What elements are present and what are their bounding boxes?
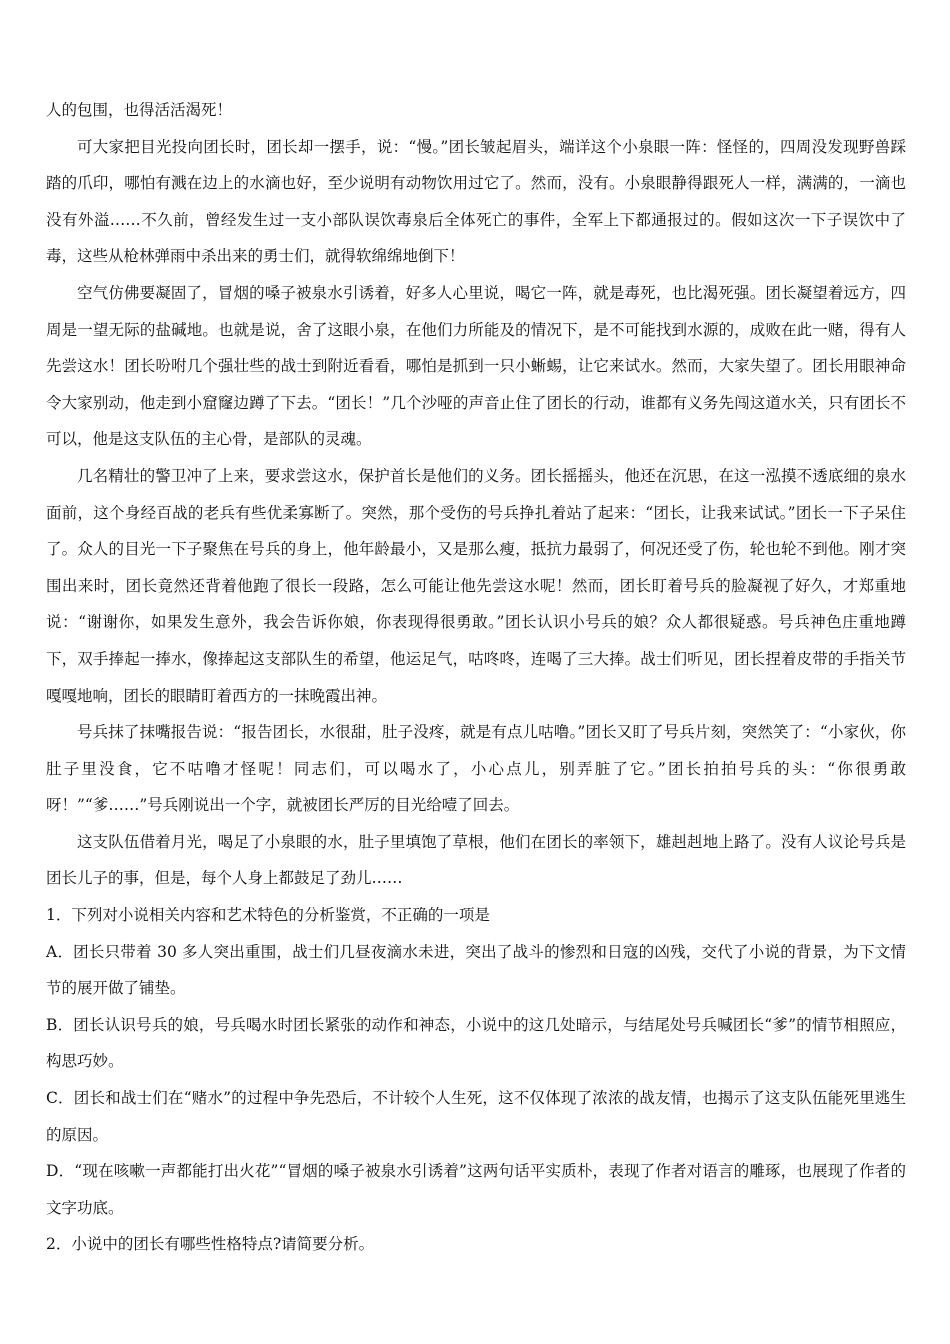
story-paragraph: 可大家把目光投向团长时，团长却一摆手，说：“慢。”团长皱起眉头，端详这个小泉眼一阵：怪怪的，四周没发现野兽踩踏的爪印，哪怕有溅在边上的水滴也好，至少说明有动物饮用过它了。然而，没有。小泉眼静得跟死人一样，满满的，一滴也没有外溢……不久前，曾经发生过一支小部队误饮毒泉后全体死亡的事件，全军上下都通报过的。假如这次一下子误饮中了毒，这些从枪林弹雨中杀出来的勇士们，就得软绵绵地倒下！ xyxy=(46,137,906,266)
option-c: C．团长和战士们在“赌水”的过程中争先恐后，不计较个人生死，这不仅体现了浓浓的战友情，也揭示了这支队伍能死里逃生的原因。 xyxy=(46,1089,906,1144)
story-paragraph: 几名精壮的警卫冲了上来，要求尝这水，保护首长是他们的义务。团长摇摇头，他还在沉思，在这一泓摸不透底细的泉水面前，这个身经百战的老兵有些优柔寡断了。突然，那个受伤的号兵挣扎着站了起来：“团长，让我来试试。”团长一下子呆住了。众人的目光一下子聚焦在号兵的身上，他年龄最小，又是那么瘦，抵抗力最弱了，何况还受了伤，轮也轮不到他。刚才突围出来时，团长竟然还背着他跑了很长一段路，怎么可能让他先尝这水呢！然而，团长盯着号兵的脸凝视了好久，才郑重地说：“谢谢你，如果发生意外，我会告诉你娘，你表现得很勇敢。”团长认识小号兵的娘？众人都很疑惑。号兵神色庄重地蹲下，双手捧起一捧水，像捧起这支部队生的希望，他运足气，咕咚咚，连喝了三大捧。战士们听见，团长捏着皮带的手指关节嘎嘎地响，团长的眼睛盯着西方的一抹晚霞出神。 xyxy=(46,466,906,705)
story-paragraph: 这支队伍借着月光，喝足了小泉眼的水，肚子里填饱了草根，他们在团长的率领下，雄赳赳地上路了。没有人议论号兵是团长儿子的事，但是，每个人身上都鼓足了劲儿…… xyxy=(46,832,906,888)
option-b: B．团长认识号兵的娘，号兵喝水时团长紧张的动作和神态，小说中的这几处暗示，与结尾处号兵喊团长“爹”的情节相照应，构思巧妙。 xyxy=(46,1015,906,1071)
story-paragraph: 号兵抹了抹嘴报告说：“报告团长，水很甜，肚子没疼，就是有点儿咕噜。”团长又盯了号兵片刻，突然笑了：“小家伙，你肚子里没食，它不咕噜才怪呢！同志们，可以喝水了，小心点儿，别弄脏了它。”团长拍拍号兵的头：“你很勇敢呀！”“爹……”号兵刚说出一个字，就被团长严厉的目光给噎了回去。 xyxy=(46,723,906,815)
document-page xyxy=(46,92,906,1263)
story-paragraph: 空气仿佛要凝固了，冒烟的嗓子被泉水引诱着，好多人心里说，喝它一阵，就是毒死，也比渴死强。团长凝望着远方，四周是一望无际的盐碱地。也就是说，舍了这眼小泉，在他们力所能及的情况下，是不可能找到水源的，成败在此一赌，得有人先尝这水！团长吩咐几个强壮些的战士到附近看看，哪怕是抓到一只小蜥蜴，让它来试水。然而，大家失望了。团长用眼神命令大家别动，他走到小窟窿边蹲了下去。“团长！”几个沙哑的声音止住了团长的行动，谁都有义务先闯这道水关，只有团长不可以，他是这支队伍的主心骨，是部队的灵魂。 xyxy=(46,283,906,449)
question-2: 2．小说中的团长有哪些性格特点?请简要分析。 xyxy=(46,1235,375,1254)
option-d: D．“现在咳嗽一声都能打出火花”“冒烟的嗓子被泉水引诱着”这两句话平实质朴，表现了作者对语言的雕琢，也展现了作者的文字功底。 xyxy=(46,1162,906,1217)
question-1: 1．下列对小说相关内容和艺术特色的分析鉴赏，不正确的一项是 xyxy=(46,906,490,925)
option-a: A．团长只带着 30 多人突出重围，战士们几昼夜滴水未进，突出了战斗的惨烈和日寇的凶残，交代了小说的背景，为下文情节的展开做了铺垫。 xyxy=(46,942,906,998)
story-paragraph: 人的包围，也得活活渴死！ xyxy=(46,101,233,119)
